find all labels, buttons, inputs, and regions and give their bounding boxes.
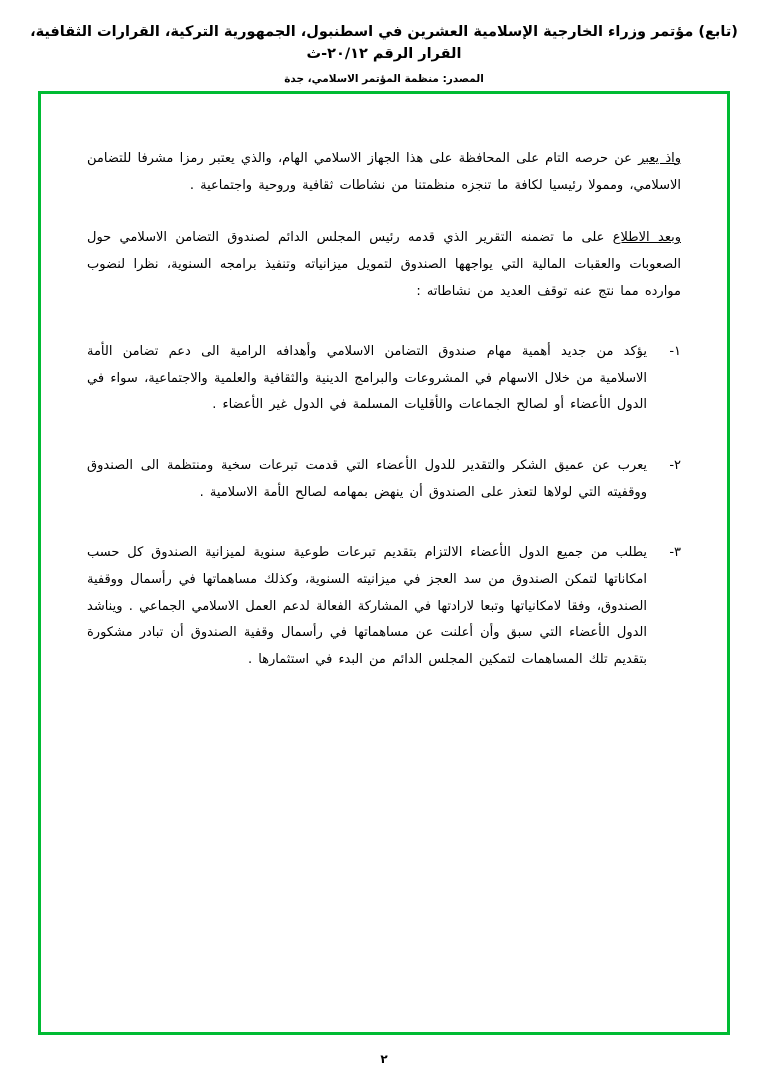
paragraph-1-rest: عن حرصه التام على المحافظة على هذا الجهاز الاسلامي الهام، والذي يعتبر رمزا مشرفا للتضامن الاسلامي، ومموﻻ رئيسيا لكافة ما تنجزه منظمتنا من نشاطات ثقافية وروحية واجتماعية . <box>87 151 681 193</box>
paragraph-1 <box>87 146 681 199</box>
list-item-text: يعرب عن عميق الشكر والتقدير للدول الأعضاء التي قدمت تبرعات سخية ومنتظمة الى الصندوق ووقفيته التي لوﻻها لتعذر على الصندوق أن ينهض بمهامه لصالح الأمة الاسلامية . <box>87 458 647 500</box>
content-body <box>41 94 727 720</box>
list-item-text: يؤكد من جديد أهمية مهام صندوق التضامن الاسلامي وأهدافه الرامية الى دعم تضامن الأمة الاسلامية من خلال الاسهام في المشروعات والبرامج الدينية والثقافية والعلمية والاجتماعية، سواء في الدول الأعضاء أو لصالح الجماعات والأقليات المسلمة في الدول غير الأعضاء . <box>87 344 647 413</box>
page-number: ٢ <box>380 1052 388 1066</box>
page-title: (تابع) مؤتمر وزراء الخارجية الإسلامية العشرين في اسطنبول، الجمهورية التركية، القرارات الثقافية، القرار الرقم ٢٠/١٢-ث <box>30 24 738 62</box>
list-item <box>87 453 681 506</box>
list-item-marker: ٣- <box>669 545 681 561</box>
list-item-text-part1: يطلب من جميع الدول الأعضاء الالتزام بتقديم تبرعات طوعية سنوية لميزانية الصندوق كل حسب امكاناتها لتمكن الصندوق من سد العجز في ميزانيته السنوية، وكذلك مساهماتها في رأسمال ووقفية الصندوق، وفقا لامكانياتها وتبعا لارادتها في المشاركة الفعالة لدعم العمل الاسلامي الجماعي . و <box>87 545 647 614</box>
list-item <box>87 540 681 673</box>
document-header <box>0 0 768 85</box>
list-item-text-lead2: يناشد <box>87 598 117 614</box>
paragraph-2-lead: وبعد الاطلاع <box>612 230 681 246</box>
list-item-marker: ١- <box>669 344 681 360</box>
list-item-text-part2: الدول الأعضاء التي سبق وأن أعلنت عن مساهماتها في رأسمال وقفية الصندوق أن تبادر مشكورة بتقديم تلك المساهمات لتمكين المجلس الدائم من البدء في استثمارها . <box>87 625 647 667</box>
list-item-text <box>87 540 647 673</box>
source-line: المصدر: منظمة المؤتمر الاسلامي، جدة <box>284 72 484 85</box>
paragraph-2-rest: على ما تضمنه التقرير الذي قدمه رئيس المجلس الدائم لصندوق التضامن الاسلامي حول الصعوبات والعقبات المالية التي يواجهها الصندوق لتمويل ميزانياته وتنفيذ برامجه السنوية، نظرا لنضوب موارده مما نتج عنه توقف العديد من نشاطاته : <box>87 230 681 299</box>
list-item <box>87 339 681 419</box>
content-frame <box>38 91 730 1035</box>
paragraph-2 <box>87 225 681 305</box>
list-item-marker: ٢- <box>669 458 681 474</box>
paragraph-1-lead: واذ يعبر <box>638 151 682 166</box>
